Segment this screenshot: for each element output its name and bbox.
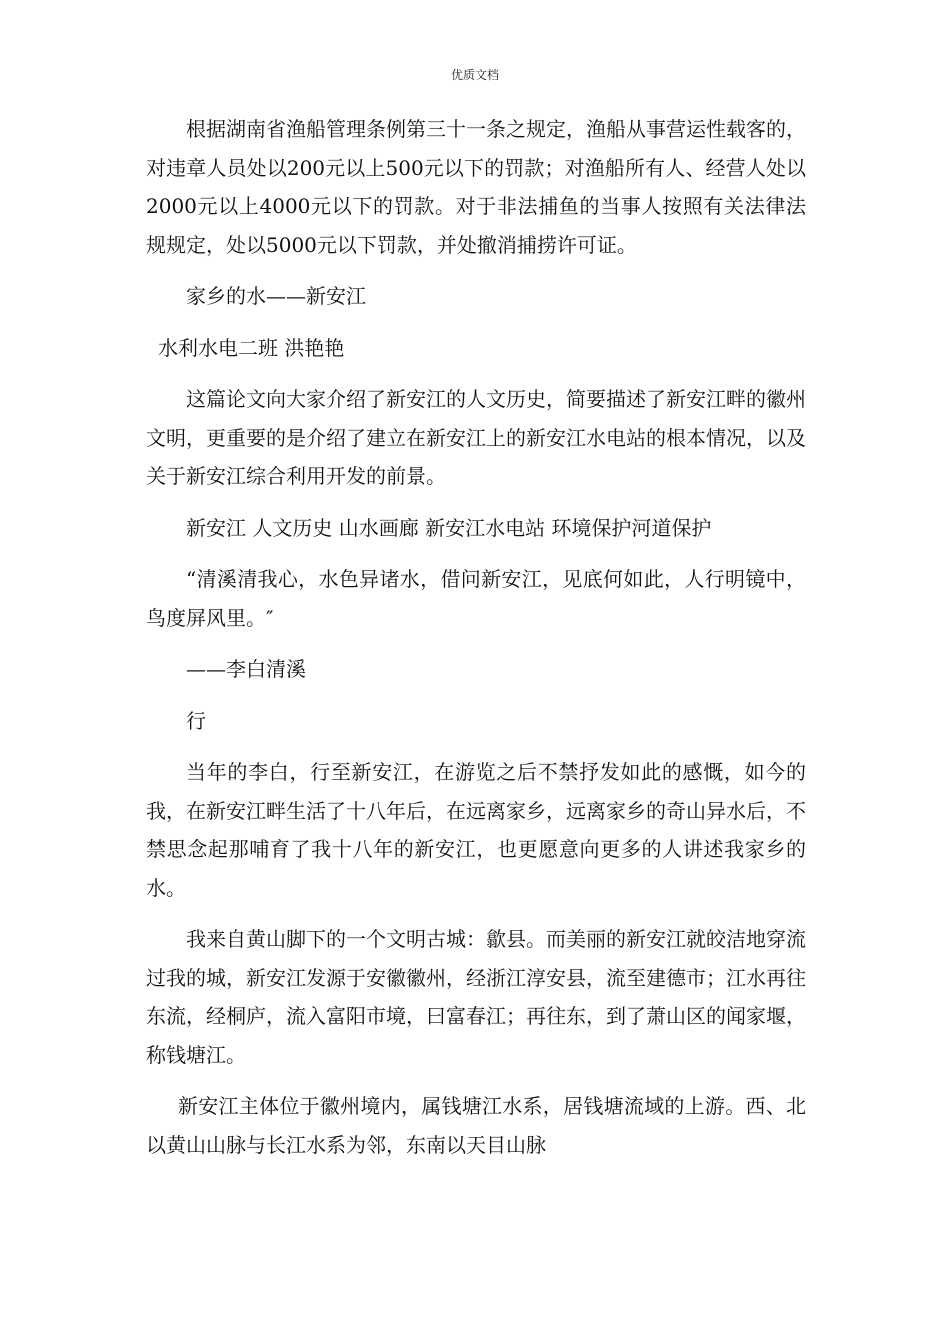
poem-quote: “清溪清我心，水色异诸水，借问新安江，见底何如此，人行明镜中，鸟度屏风里。″ <box>146 567 806 630</box>
document-body <box>146 110 806 1177</box>
page-header: 优质文档 <box>450 68 499 82</box>
article-author: 水利水电二班 洪艳艳 <box>158 335 345 360</box>
keywords-line: 新安江 人文历史 山水画廊 新安江水电站 环境保护河道保护 <box>186 515 712 540</box>
paragraph-li-bai: 当年的李白，行至新安江，在游览之后不禁抒发如此的感慨，如今的我，在新安江畔生活了十八年后，在远离家乡，远离家乡的奇山异水后，不禁思念起那哺育了我十八年的新安江，也更愿意向更多的人讲述我家乡的水。 <box>146 760 806 900</box>
abstract-paragraph: 这篇论文向大家介绍了新安江的人文历史，简要描述了新安江畔的徽州文明，更重要的是介绍了建立在新安江上的新安江水电站的根本情况，以及关于新安江综合利用开发的前景。 <box>146 387 806 488</box>
paragraph-hometown: 我来自黄山脚下的一个文明古城：歙县。而美丽的新安江就皎洁地穿流过我的城，新安江发源于安徽徽州，经浙江淳安县，流至建德市；江水再往东流，经桐庐，流入富阳市境，曰富春江；再往东，到了萧山区的闻家堰，称钱塘江。 <box>146 927 806 1067</box>
poem-attribution-continued: 行 <box>186 708 206 733</box>
paragraph-geography: 新安江主体位于徽州境内，属钱塘江水系，居钱塘流域的上游。西、北以黄山山脉与长江水系为邻，东南以天目山脉 <box>146 1094 806 1157</box>
article-title: 家乡的水——新安江 <box>186 284 366 308</box>
paragraph-fishing-regulation: 根据湖南省渔船管理条例第三十一条之规定，渔船从事营运性载客的，对违章人员处以200元以上500元以下的罚款；对渔船所有人、经营人处以2000元以上4000元以下的罚款。对于非法捕鱼的当事人按照有关法律法规规定，处以5000元以下罚款，并处撤消捕捞许可证。 <box>146 117 806 257</box>
poem-attribution: ——李白清溪 <box>186 657 306 681</box>
